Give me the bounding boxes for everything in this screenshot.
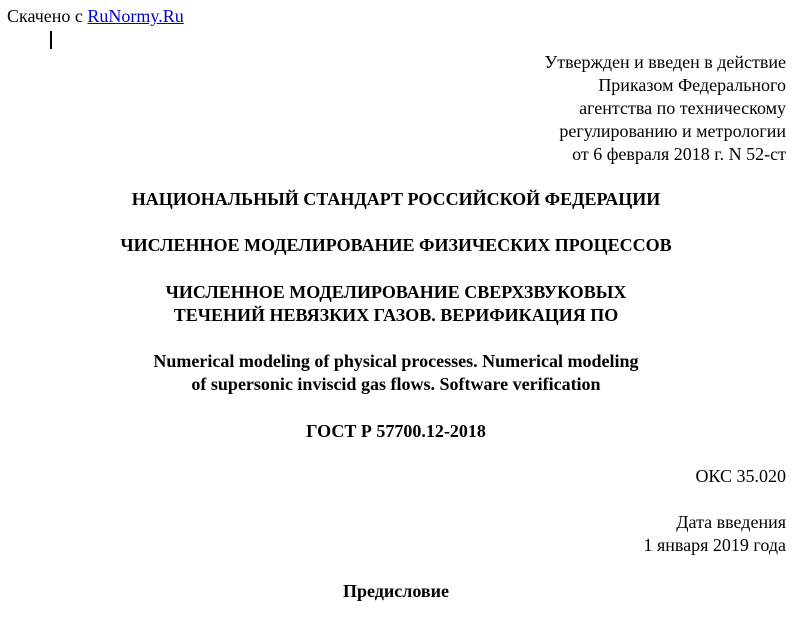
title-ru-line: ЧИСЛЕННОЕ МОДЕЛИРОВАНИЕ СВЕРХЗВУКОВЫХ	[165, 282, 627, 302]
intro-date-block	[643, 511, 786, 557]
document-title-en	[0, 350, 792, 396]
title-ru-line: ТЕЧЕНИЙ НЕВЯЗКИХ ГАЗОВ. ВЕРИФИКАЦИЯ ПО	[173, 305, 619, 325]
standard-code: ГОСТ Р 57700.12-2018	[306, 421, 486, 441]
title-en-line: Numerical modeling of physical processes. Numerical modeling	[153, 351, 639, 371]
approval-block	[544, 51, 786, 166]
approval-line: Приказом Федерального	[598, 75, 786, 95]
text-cursor	[50, 31, 52, 49]
approval-line: от 6 февраля 2018 г. N 52-ст	[572, 144, 786, 164]
national-standard-title: НАЦИОНАЛЬНЫЙ СТАНДАРТ РОССИЙСКОЙ ФЕДЕРАЦИИ	[131, 189, 661, 209]
source-note	[7, 5, 184, 27]
foreword-heading: Предисловие	[343, 581, 449, 601]
source-prefix: Скачено с	[7, 6, 88, 26]
document-title-ru	[0, 281, 792, 327]
source-link[interactable]: RuNormy.Ru	[87, 6, 184, 26]
intro-date-label: Дата введения	[676, 512, 786, 532]
title-en-line: of supersonic inviscid gas flows. Software verification	[191, 374, 601, 394]
approval-line: агентства по техническому	[579, 98, 786, 118]
approval-line: Утвержден и введен в действие	[544, 52, 786, 72]
intro-date-value: 1 января 2019 года	[643, 535, 786, 555]
oks-code: ОКС 35.020	[695, 466, 786, 486]
series-title: ЧИСЛЕННОЕ МОДЕЛИРОВАНИЕ ФИЗИЧЕСКИХ ПРОЦЕССОВ	[120, 235, 672, 255]
approval-line: регулированию и метрологии	[559, 121, 786, 141]
